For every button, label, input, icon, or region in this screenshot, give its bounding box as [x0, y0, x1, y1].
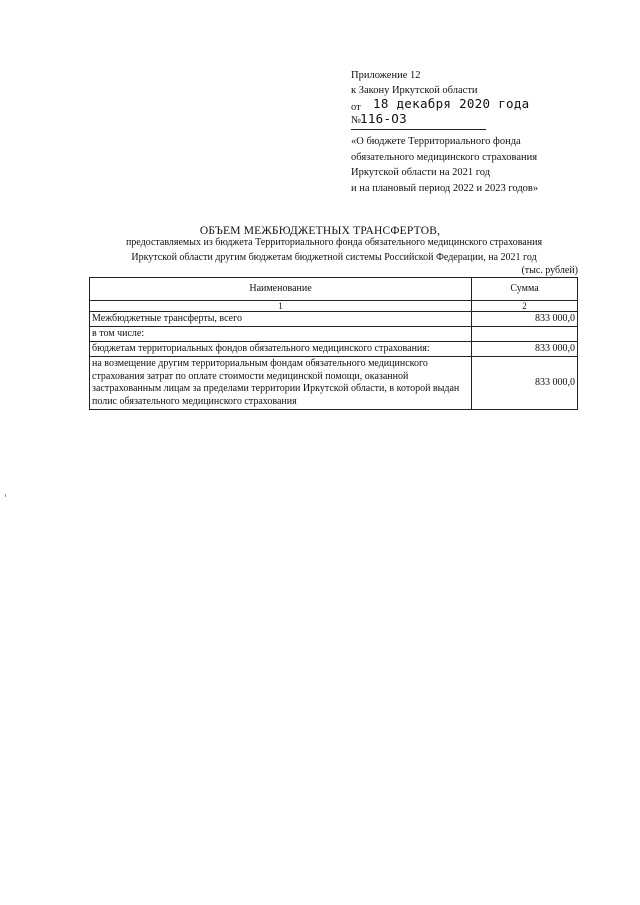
subtitle-line: предоставляемых из бюджета Территориального фонда обязательного медицинского страхования — [125, 237, 543, 248]
table-row — [90, 357, 578, 410]
law-title-line: Иркутской области на 2021 год — [351, 167, 491, 178]
unit-label: (тыс. рублей) — [521, 265, 578, 276]
row-amount — [472, 327, 578, 342]
row-name: бюджетам территориальных фондов обязательного медицинского страхования: — [90, 342, 472, 357]
row-amount: 833 000,0 — [472, 357, 578, 410]
scan-artifact — [5, 494, 6, 497]
table-row — [90, 342, 578, 357]
table-row — [90, 312, 578, 327]
law-title-line: обязательного медицинского страхования — [351, 151, 538, 163]
column-number-name: 1 — [90, 301, 472, 312]
column-number-row — [90, 301, 578, 312]
law-number: 116-ОЗ — [360, 111, 407, 126]
transfers-table — [89, 277, 578, 410]
appendix-number: Приложение 12 — [351, 70, 421, 81]
column-number-amount: 2 — [472, 301, 578, 312]
row-name: Межбюджетные трансферты, всего — [90, 312, 472, 327]
row-name: на возмещение другим территориальным фондам обязательного медицинского страхования затрат по оплате стоимости медицинской помощи, оказанной застрахованным лицам за пределами территории Иркутской области, в которой выдан полис обязательного медицинского страхования — [90, 357, 472, 410]
appendix-law-reference: к Закону Иркутской области — [351, 85, 478, 96]
number-underline — [351, 129, 486, 130]
header-amount: Сумма — [472, 278, 578, 301]
row-amount: 833 000,0 — [472, 312, 578, 327]
table-header-row — [90, 278, 578, 301]
document-title: ОБЪЕМ МЕЖБЮДЖЕТНЫХ ТРАНСФЕРТОВ, — [199, 225, 441, 237]
appendix-header — [351, 68, 631, 196]
header-name: Наименование — [90, 278, 472, 301]
number-prefix: № — [351, 115, 362, 126]
law-date: 18 декабря 2020 года — [373, 96, 530, 111]
law-title-line: и на плановый период 2022 и 2023 годов» — [351, 182, 539, 194]
table-row — [90, 327, 578, 342]
document-subtitle — [90, 235, 578, 265]
subtitle-line: Иркутской области другим бюджетам бюджетной системы Российской Федерации, на 2021 год — [131, 252, 537, 263]
law-title — [351, 134, 631, 196]
law-title-line: «О бюджете Территориального фонда — [351, 136, 521, 147]
law-number-line — [351, 113, 631, 127]
date-prefix: от — [351, 102, 361, 113]
row-amount: 833 000,0 — [472, 342, 578, 357]
row-name: в том числе: — [90, 327, 472, 342]
